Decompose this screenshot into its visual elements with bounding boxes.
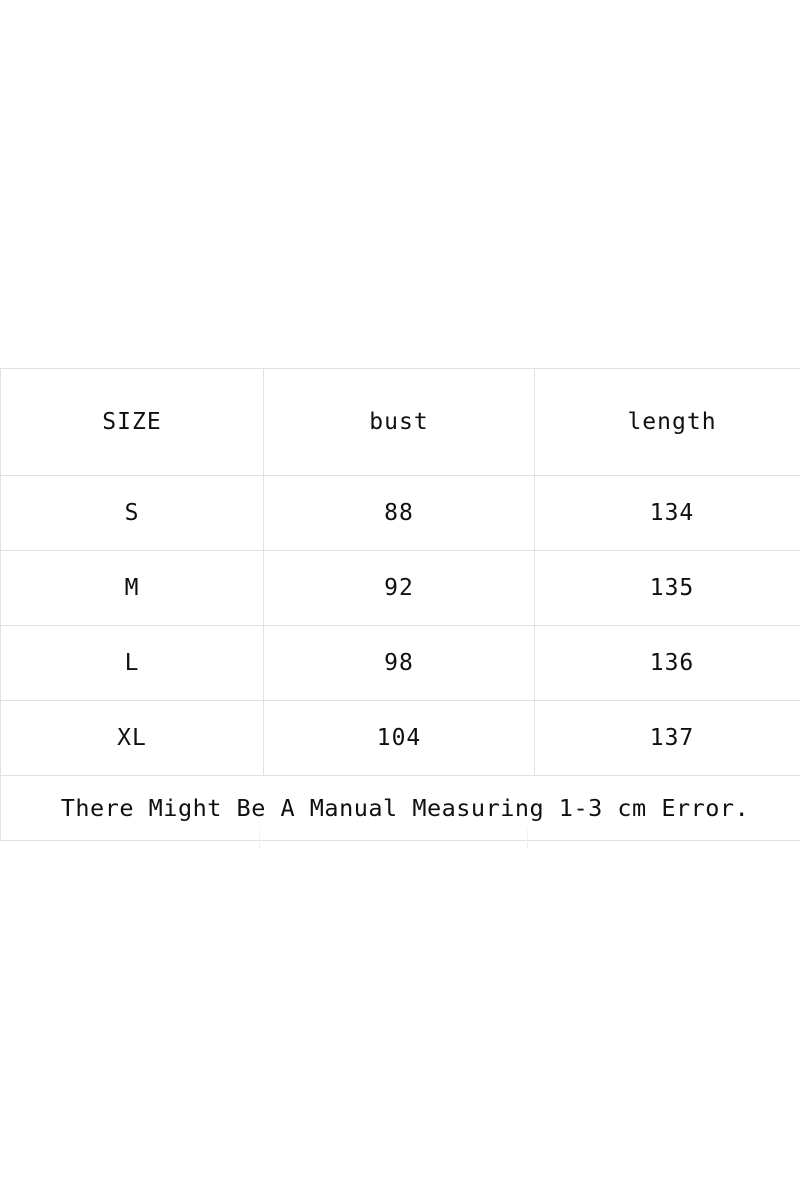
cell-bust: 98	[264, 626, 535, 701]
table-header-row	[1, 369, 800, 476]
table-row	[1, 476, 800, 551]
cell-length: 136	[535, 626, 800, 701]
cell-size: S	[1, 476, 264, 551]
size-chart-table-container	[0, 368, 800, 841]
cell-bust: 88	[264, 476, 535, 551]
column-header-size: SIZE	[1, 369, 264, 476]
size-chart-table	[0, 368, 800, 841]
cell-size: M	[1, 551, 264, 626]
cell-size: L	[1, 626, 264, 701]
cell-bust: 92	[264, 551, 535, 626]
table-row	[1, 626, 800, 701]
cell-size: XL	[1, 701, 264, 776]
cell-bust: 104	[264, 701, 535, 776]
column-header-length: length	[535, 369, 800, 476]
cell-length: 137	[535, 701, 800, 776]
cell-length: 134	[535, 476, 800, 551]
table-row	[1, 551, 800, 626]
table-footnote-row	[1, 776, 800, 841]
table-row	[1, 701, 800, 776]
measuring-error-note: There Might Be A Manual Measuring 1-3 cm Error.	[1, 776, 800, 841]
column-header-bust: bust	[264, 369, 535, 476]
cell-length: 135	[535, 551, 800, 626]
